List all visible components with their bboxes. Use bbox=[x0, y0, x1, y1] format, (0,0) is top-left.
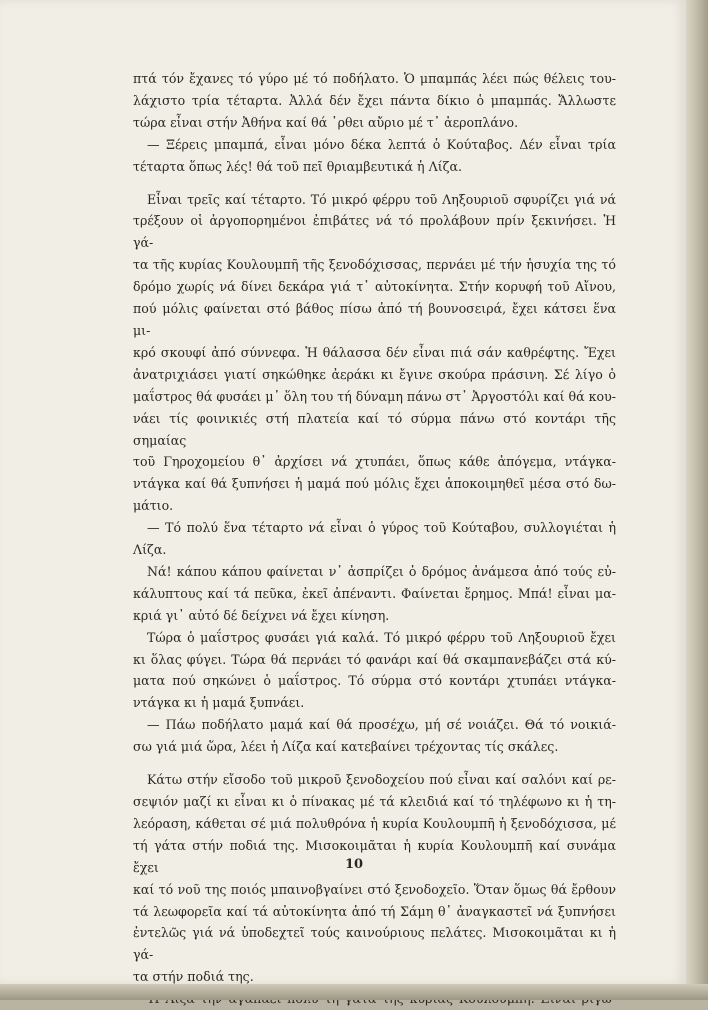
text-line: σω γιά μιά ὥρα, λέει ἡ Λίζα καί κατεβαίνει τρέχοντας τίς σκάλες. bbox=[133, 739, 559, 755]
text-line: καί τό νοῦ της ποιός μπαινοβγαίνει στό ξενοδοχεῖο. Ὅταν ὅμως θά ἔρθουν bbox=[133, 881, 616, 897]
text-line: σεψιόν μαζί κι εἶναι κι ὁ πίνακας μέ τά κλειδιά καί τό τηλέφωνο κι ἡ τη- bbox=[133, 794, 616, 809]
text-line: — Πάω ποδήλατο μαμά καί θά προσέχω, μή σέ νοιάζει. Θά τό νοικιά- bbox=[147, 717, 616, 733]
text-line: πού μόλις φαίνεται στό βάθος πίσω ἀπό τή βουνοσειρά, ἔχει κάτσει ἕνα μι- bbox=[133, 301, 616, 338]
text-line: τρέξουν οἱ ἀργοπορημένοι ἐπιβάτες νά τό προλάβουν πρίν ξεκινήσει. Ἡ γά- bbox=[133, 213, 616, 251]
text-line: κρό σκουφί ἀπό σύννεφα. Ἡ θάλασσα δέν εἶναι πιά σάν καθρέφτης. Ἔχει bbox=[133, 344, 616, 360]
text-line: — Τό πολύ ἕνα τέταρτο νά εἶναι ὁ γύρος τοῦ Κούταβου, συλλογιέται ἡ bbox=[147, 520, 616, 536]
text-line: τέταρτα ὅπως λές! θά τοῦ πεῖ θριαμβευτικά ἡ Λίζα. bbox=[133, 158, 462, 174]
text-line: νάει τίς φοινικιές στή πλατεία καί τό σύρμα πάνω στό κοντάρι τῆς σημαίας bbox=[133, 410, 616, 448]
text-line: τά λεωφορεῖα καί τά αὐτοκίνητα ἀπό τή Σάμη θ᾿ ἀναγκαστεῖ νά ξυπνήσει bbox=[133, 903, 616, 919]
text-line: κι ὅλας φύγει. Τώρα θά περνάει τό φανάρι καί θά σκαμπανεβάζει στά κύ- bbox=[133, 651, 616, 667]
text-line: κριά γι᾿ αὐτό δέ δείχνει νά ἔχει κίνηση. bbox=[133, 607, 390, 623]
text-line: ντάγκα κι ἡ μαμά ξυπνάει. bbox=[133, 695, 305, 711]
text-line: — Ξέρεις μπαμπά, εἶναι μόνο δέκα λεπτά ὁ Κούταβος. Δέν εἶναι τρία bbox=[147, 136, 616, 152]
text-line: Λίζα. bbox=[133, 542, 167, 558]
text-line: πτά τόν ἔχανες τό γύρο μέ τό ποδήλατο. Ὁ μπαμπάς λέει πώς θέλεις του- bbox=[133, 71, 616, 86]
text-line: λάχιστο τρία τέταρτα. Ἀλλά δέν ἔχει πάντα δίκιο ὁ μπαμπάς. Ἄλλωστε bbox=[133, 92, 616, 108]
text-line: Τώρα ὁ μαΐστρος φυσάει γιά καλά. Τό μικρό φέρρυ τοῦ Ληξουριοῦ ἔχει bbox=[147, 629, 616, 645]
page-number: 10 bbox=[344, 857, 364, 872]
text-line: τή γάτα στήν ποδιά της. Μισοκοιμᾶται ἡ κυρία Κουλουμπῆ καί συνάμα ἔχει bbox=[133, 837, 616, 875]
text-line: μαΐστρος θά φυσάει μ᾿ ὅλη του τή δύναμη πάνω στ᾿ Ἀργοστόλι καί θά κου- bbox=[133, 388, 616, 404]
text-line: κάλυπτους καί τά πεῦκα, ἐκεῖ ἀπέναντι. Φαίνεται ἔρημος. Μπά! εἶναι μα- bbox=[133, 585, 616, 601]
text-line: τώρα εἶναι στήν Ἀθήνα καί θά ῾ρθει αὔριο μέ τ᾿ ἀεροπλάνο. bbox=[133, 114, 519, 130]
text-line: ντάγκα καί θά ξυπνήσει ἡ μαμά πού μόλις ἔχει ἀποκοιμηθεῖ μέσα στό δω- bbox=[133, 476, 616, 492]
text-line: μάτιο. bbox=[133, 498, 174, 514]
text-line: ἀνατριχιάσει γιατί σηκώθηκε ἀεράκι κι ἔγινε σκούρα πράσινη. Σέ λίγο ὁ bbox=[133, 366, 616, 382]
text-line: τα τῆς κυρίας Κουλουμπῆ τῆς ξενοδόχισσας, περνάει μέ τήν ἡσυχία της τό bbox=[133, 257, 616, 273]
text-line: Νά! κάπου κάπου φαίνεται ν᾿ ἀσπρίζει ὁ δρόμος ἀνάμεσα ἀπό τούς εὐ- bbox=[147, 563, 616, 579]
text-line: ἐντελῶς γιά νά ὑποδεχτεῖ τούς καινούριους πελάτες. Μισοκοιμᾶται κι ἡ γά- bbox=[133, 925, 616, 963]
text-line: ματα πού σηκώνει ὁ μαΐστρος. Τό σύρμα στό κοντάρι χτυπάει ντάγκα- bbox=[133, 673, 616, 689]
text-line: Κάτω στήν εἴσοδο τοῦ μικροῦ ξενοδοχείου πού εἶναι καί σαλόνι καί ρε- bbox=[147, 772, 616, 788]
page-edge-right bbox=[686, 0, 708, 1000]
text-line: τα στήν ποδιά της. bbox=[133, 969, 254, 985]
text-line: λεόραση, κάθεται σέ μιά πολυθρόνα ἡ κυρία Κουλουμπῆ ἡ ξενοδόχισσα, μέ bbox=[133, 815, 616, 831]
text-line: δρόμο χωρίς νά δίνει δεκάρα γιά τ᾿ αὐτοκίνητα. Στήν κορυφή τοῦ Αἴνου, bbox=[133, 279, 616, 295]
text-line: Εἶναι τρεῖς καί τέταρτο. Τό μικρό φέρρυ τοῦ Ληξουριοῦ σφυρίζει γιά νά bbox=[147, 191, 616, 207]
page-edge-bottom bbox=[0, 984, 708, 1000]
text-line: τοῦ Γηροχομείου θ᾿ ἀρχίσει νά χτυπάει, ὅπως κάθε ἀπόγεμα, ντάγκα- bbox=[133, 454, 616, 470]
